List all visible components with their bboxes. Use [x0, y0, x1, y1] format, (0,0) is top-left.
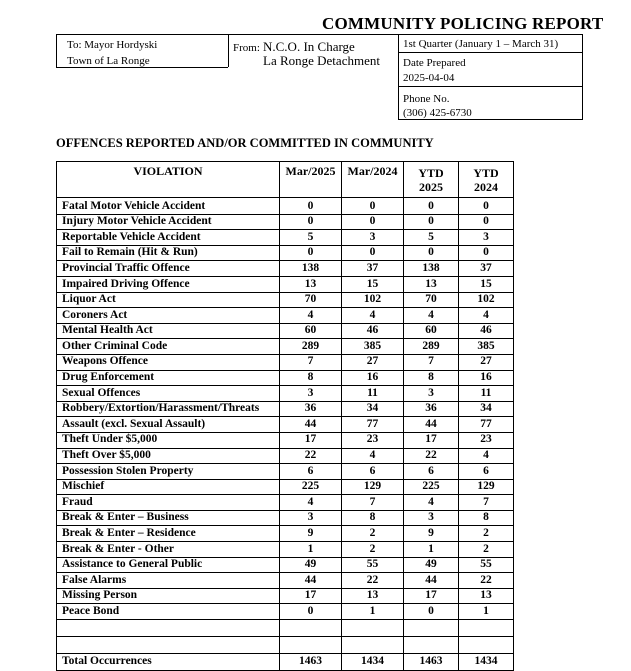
ytd-2025-cell: 3	[404, 386, 459, 402]
ytd-2025-cell: 225	[404, 479, 459, 495]
mar-2025-cell: 7	[280, 354, 342, 370]
violation-cell: Drug Enforcement	[57, 370, 280, 386]
violation-cell: Robbery/Extortion/Harassment/Threats	[57, 401, 280, 417]
mar-2024-cell: 2	[342, 542, 404, 558]
blank-row	[57, 637, 514, 654]
ytd-2025-cell: 13	[404, 276, 459, 292]
ytd-2024-cell: 0	[459, 245, 514, 261]
ytd-2024-cell: 3	[459, 230, 514, 246]
ytd-2025-cell: 70	[404, 292, 459, 308]
ytd-2025-cell: 4	[404, 308, 459, 324]
violation-cell: Injury Motor Vehicle Accident	[57, 214, 280, 230]
date-prepared-label: Date Prepared	[403, 57, 466, 69]
table-row	[57, 495, 514, 511]
violation-cell: Other Criminal Code	[57, 339, 280, 355]
ytd-2024-cell: 77	[459, 417, 514, 433]
mar-2024-cell: 55	[342, 557, 404, 573]
mar-2024-cell: 7	[342, 495, 404, 511]
mar-2024-cell: 11	[342, 386, 404, 402]
column-header-violation: VIOLATION	[57, 162, 280, 198]
report-header-box	[56, 34, 583, 120]
to-line-1: To: Mayor Hordyski	[67, 39, 158, 51]
ytd-2025-cell: 138	[404, 261, 459, 277]
section-title: OFFENCES REPORTED AND/OR COMMITTED IN COMMUNITY	[56, 136, 434, 150]
mar-2024-cell: 0	[342, 245, 404, 261]
ytd-2024-cell: 385	[459, 339, 514, 355]
ytd-2024-cell: 15	[459, 276, 514, 292]
violation-cell: Provincial Traffic Offence	[57, 261, 280, 277]
blank-cell	[280, 637, 342, 654]
date-prepared-value: 2025-04-04	[403, 72, 455, 84]
blank-cell	[459, 637, 514, 654]
mar-2024-cell: 16	[342, 370, 404, 386]
ytd-2024-cell: 13	[459, 588, 514, 604]
table-row	[57, 526, 514, 542]
ytd-2024-cell: 37	[459, 261, 514, 277]
violation-cell: Theft Over $5,000	[57, 448, 280, 464]
ytd-2025-cell: 4	[404, 495, 459, 511]
mar-2024-cell: 46	[342, 323, 404, 339]
ytd-2025-cell: 22	[404, 448, 459, 464]
ytd-2025-cell: 36	[404, 401, 459, 417]
mar-2024-cell: 8	[342, 510, 404, 526]
mar-2024-cell: 13	[342, 588, 404, 604]
violation-cell: Fatal Motor Vehicle Accident	[57, 198, 280, 215]
ytd-2025-cell: 0	[404, 245, 459, 261]
ytd-2025-cell: 17	[404, 588, 459, 604]
mar-2025-cell: 3	[280, 510, 342, 526]
ytd-2025-cell: 49	[404, 557, 459, 573]
ytd-2025-cell: 5	[404, 230, 459, 246]
ytd-2024-cell: 0	[459, 214, 514, 230]
mar-2024-cell: 4	[342, 308, 404, 324]
header-top-border	[56, 34, 583, 35]
violation-cell: Assault (excl. Sexual Assault)	[57, 417, 280, 433]
mar-2025-cell: 5	[280, 230, 342, 246]
to-line-2: Town of La Ronge	[67, 55, 150, 67]
mar-2025-cell: 8	[280, 370, 342, 386]
header-right-border	[582, 34, 583, 120]
mar-2025-cell: 3	[280, 386, 342, 402]
mar-2024-cell: 3	[342, 230, 404, 246]
mar-2025-cell: 44	[280, 573, 342, 589]
quarter-period: 1st Quarter (January 1 – March 31)	[403, 38, 559, 50]
violation-cell: Weapons Offence	[57, 354, 280, 370]
mar-2024-cell: 385	[342, 339, 404, 355]
ytd-2025-cell: 6	[404, 464, 459, 480]
ytd-2024-cell: 4	[459, 448, 514, 464]
ytd-2025-cell: 289	[404, 339, 459, 355]
mar-2025-cell: 9	[280, 526, 342, 542]
from-label: From:	[233, 42, 260, 54]
ytd-2024-cell: 2	[459, 542, 514, 558]
mar-2025-cell: 289	[280, 339, 342, 355]
mar-2025-cell: 17	[280, 588, 342, 604]
violation-cell: Sexual Offences	[57, 386, 280, 402]
table-row	[57, 510, 514, 526]
mar-2025-cell: 4	[280, 495, 342, 511]
mar-2024-cell: 102	[342, 292, 404, 308]
mar-2025-cell: 6	[280, 464, 342, 480]
mar-2024-cell: 23	[342, 432, 404, 448]
mar-2024-cell: 129	[342, 479, 404, 495]
mar-2024-cell: 4	[342, 448, 404, 464]
blank-cell	[57, 620, 280, 637]
violation-cell: Impaired Driving Offence	[57, 276, 280, 292]
table-row	[57, 354, 514, 370]
mar-2024-cell: 27	[342, 354, 404, 370]
ytd-2024-cell: 27	[459, 354, 514, 370]
mar-2025-cell: 225	[280, 479, 342, 495]
table-row	[57, 370, 514, 386]
mar-2025-cell: 49	[280, 557, 342, 573]
total-mar-2024-cell: 1434	[342, 654, 404, 671]
column-header-ytd-2024-line1: YTD	[473, 165, 499, 180]
header-divider-1	[228, 34, 229, 67]
blank-cell	[342, 637, 404, 654]
violation-cell: Assistance to General Public	[57, 557, 280, 573]
ytd-2025-cell: 0	[404, 198, 459, 215]
column-header-ytd-2024	[459, 162, 514, 198]
ytd-2024-cell: 1	[459, 604, 514, 620]
mar-2024-cell: 0	[342, 198, 404, 215]
ytd-2025-cell: 44	[404, 417, 459, 433]
mar-2025-cell: 36	[280, 401, 342, 417]
mar-2024-cell: 1	[342, 604, 404, 620]
mar-2024-cell: 6	[342, 464, 404, 480]
ytd-2024-cell: 55	[459, 557, 514, 573]
offences-table-body	[57, 162, 514, 671]
violation-cell: Missing Person	[57, 588, 280, 604]
table-row	[57, 198, 514, 215]
mar-2024-cell: 77	[342, 417, 404, 433]
ytd-2024-cell: 16	[459, 370, 514, 386]
column-header-ytd-2025	[404, 162, 459, 198]
violation-cell: False Alarms	[57, 573, 280, 589]
table-row	[57, 214, 514, 230]
violation-cell: Break & Enter – Residence	[57, 526, 280, 542]
mar-2024-cell: 34	[342, 401, 404, 417]
blank-cell	[404, 620, 459, 637]
table-row	[57, 308, 514, 324]
mar-2025-cell: 60	[280, 323, 342, 339]
mar-2025-cell: 44	[280, 417, 342, 433]
ytd-2025-cell: 9	[404, 526, 459, 542]
mar-2025-cell: 0	[280, 245, 342, 261]
total-label: Total Occurrences	[57, 654, 280, 671]
ytd-2024-cell: 129	[459, 479, 514, 495]
mar-2025-cell: 0	[280, 198, 342, 215]
table-row	[57, 573, 514, 589]
violation-cell: Break & Enter - Other	[57, 542, 280, 558]
violation-cell: Theft Under $5,000	[57, 432, 280, 448]
table-row	[57, 292, 514, 308]
ytd-2025-cell: 44	[404, 573, 459, 589]
violation-cell: Liquor Act	[57, 292, 280, 308]
mar-2024-cell: 2	[342, 526, 404, 542]
table-row	[57, 230, 514, 246]
violation-cell: Fail to Remain (Hit & Run)	[57, 245, 280, 261]
ytd-2025-cell: 1	[404, 542, 459, 558]
ytd-2024-cell: 23	[459, 432, 514, 448]
ytd-2025-cell: 17	[404, 432, 459, 448]
ytd-2024-cell: 0	[459, 198, 514, 215]
report-title: COMMUNITY POLICING REPORT	[322, 14, 604, 33]
phone-value: (306) 425-6730	[403, 107, 472, 119]
blank-cell	[459, 620, 514, 637]
ytd-2025-cell: 8	[404, 370, 459, 386]
column-header-mar-2024: Mar/2024	[342, 162, 404, 198]
violation-cell: Fraud	[57, 495, 280, 511]
violation-cell: Peace Bond	[57, 604, 280, 620]
violation-cell: Coroners Act	[57, 308, 280, 324]
ytd-2025-cell: 7	[404, 354, 459, 370]
violation-cell: Break & Enter – Business	[57, 510, 280, 526]
blank-cell	[57, 637, 280, 654]
mar-2024-cell: 22	[342, 573, 404, 589]
table-row	[57, 557, 514, 573]
blank-row	[57, 620, 514, 637]
ytd-2024-cell: 34	[459, 401, 514, 417]
blank-cell	[280, 620, 342, 637]
mar-2025-cell: 4	[280, 308, 342, 324]
ytd-2024-cell: 6	[459, 464, 514, 480]
table-row	[57, 464, 514, 480]
table-row	[57, 339, 514, 355]
mar-2024-cell: 37	[342, 261, 404, 277]
ytd-2024-cell: 4	[459, 308, 514, 324]
table-row	[57, 588, 514, 604]
from-line-1: N.C.O. In Charge	[263, 39, 355, 54]
mar-2025-cell: 13	[280, 276, 342, 292]
ytd-2024-cell: 11	[459, 386, 514, 402]
table-row	[57, 245, 514, 261]
table-row	[57, 432, 514, 448]
column-header-ytd-2024-line2: 2024	[474, 179, 498, 194]
mar-2025-cell: 0	[280, 604, 342, 620]
table-row	[57, 401, 514, 417]
ytd-2025-cell: 3	[404, 510, 459, 526]
ytd-2025-cell: 0	[404, 214, 459, 230]
violation-cell: Possession Stolen Property	[57, 464, 280, 480]
header-divider-2	[398, 34, 399, 120]
from-line-2: La Ronge Detachment	[263, 53, 380, 68]
ytd-2024-cell: 46	[459, 323, 514, 339]
column-header-ytd-2025-line2: 2025	[419, 179, 443, 194]
header-quarter-divider	[398, 52, 583, 53]
mar-2025-cell: 1	[280, 542, 342, 558]
mar-2024-cell: 15	[342, 276, 404, 292]
violation-cell: Mental Health Act	[57, 323, 280, 339]
table-row	[57, 417, 514, 433]
table-row	[57, 386, 514, 402]
table-row	[57, 479, 514, 495]
column-header-mar-2025: Mar/2025	[280, 162, 342, 198]
table-row	[57, 261, 514, 277]
mar-2025-cell: 22	[280, 448, 342, 464]
table-header-row	[57, 162, 514, 198]
total-mar-2025-cell: 1463	[280, 654, 342, 671]
mar-2024-cell: 0	[342, 214, 404, 230]
mar-2025-cell: 0	[280, 214, 342, 230]
violation-cell: Reportable Vehicle Accident	[57, 230, 280, 246]
ytd-2024-cell: 7	[459, 495, 514, 511]
ytd-2024-cell: 2	[459, 526, 514, 542]
column-header-ytd-2025-line1: YTD	[418, 165, 444, 180]
total-ytd-2024-cell: 1434	[459, 654, 514, 671]
table-row	[57, 323, 514, 339]
total-ytd-2025-cell: 1463	[404, 654, 459, 671]
offences-table	[56, 161, 514, 671]
ytd-2025-cell: 60	[404, 323, 459, 339]
ytd-2024-cell: 22	[459, 573, 514, 589]
blank-cell	[404, 637, 459, 654]
mar-2025-cell: 70	[280, 292, 342, 308]
mar-2025-cell: 17	[280, 432, 342, 448]
phone-label: Phone No.	[403, 93, 450, 105]
table-row	[57, 542, 514, 558]
header-date-divider	[398, 86, 583, 87]
table-row	[57, 448, 514, 464]
ytd-2024-cell: 102	[459, 292, 514, 308]
header-left-border	[56, 34, 57, 67]
table-row	[57, 604, 514, 620]
total-row	[57, 654, 514, 671]
table-row	[57, 276, 514, 292]
ytd-2024-cell: 8	[459, 510, 514, 526]
blank-cell	[342, 620, 404, 637]
mar-2025-cell: 138	[280, 261, 342, 277]
ytd-2025-cell: 0	[404, 604, 459, 620]
violation-cell: Mischief	[57, 479, 280, 495]
